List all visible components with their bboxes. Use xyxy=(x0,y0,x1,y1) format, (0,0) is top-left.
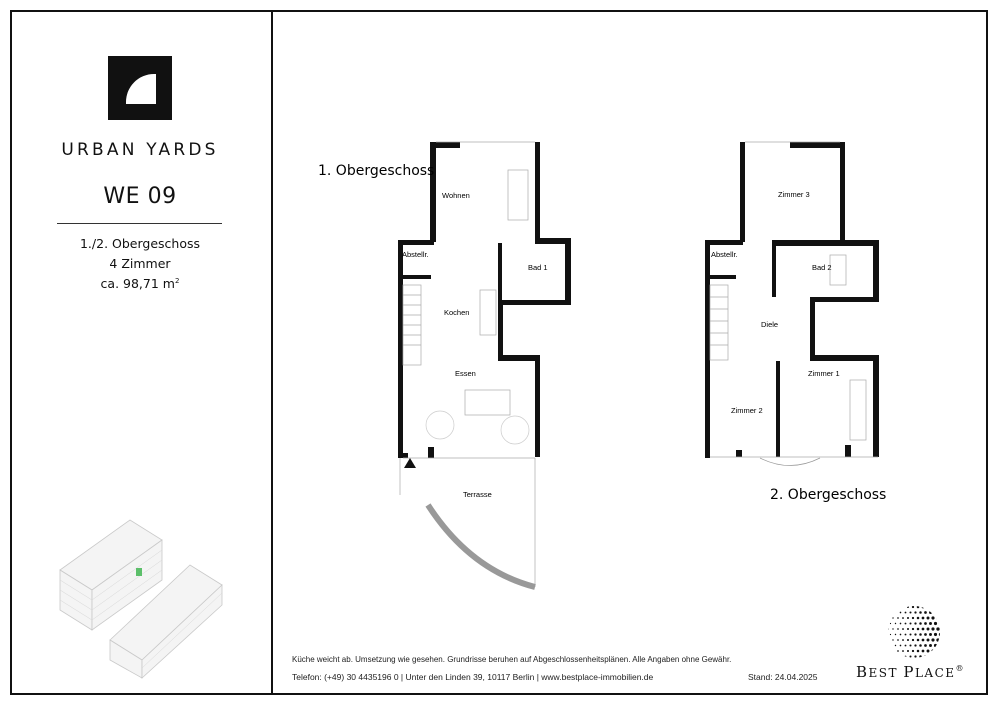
panel-divider xyxy=(271,10,273,695)
logo-dot xyxy=(939,633,942,636)
logo-dot xyxy=(941,616,942,620)
logo-dot xyxy=(912,628,914,630)
logo-dot xyxy=(914,644,916,646)
unit-title: WE 09 xyxy=(103,184,177,209)
logo-dot xyxy=(890,612,891,613)
logo-dot xyxy=(909,655,911,657)
logo-dot xyxy=(892,606,893,607)
room-terrasse: Terrasse xyxy=(463,490,492,499)
footer-note: Küche weicht ab. Umsetzung wie gesehen. Grundrisse beruhen auf Abgeschlossenheitsplänen. Alle Angaben ohne Gewähr. xyxy=(292,655,732,664)
logo-dot xyxy=(890,656,891,657)
logo-dot xyxy=(890,634,891,635)
logo-dot xyxy=(905,645,907,647)
logo-dot xyxy=(890,645,891,646)
logo-dot xyxy=(907,628,909,630)
logo-dot xyxy=(909,644,911,646)
logo-dot xyxy=(941,649,942,653)
logo-dot xyxy=(895,612,896,613)
logo-dot xyxy=(927,606,930,609)
logo-dot xyxy=(934,644,937,647)
logo-dot xyxy=(917,617,920,620)
logo-dot xyxy=(919,644,922,647)
logo-dot xyxy=(912,606,914,608)
logo-dot xyxy=(900,656,902,658)
logo-dot xyxy=(922,606,925,609)
floor2-label: 2. Obergeschoss xyxy=(770,487,887,503)
logo-dot xyxy=(939,622,942,625)
room-kochen: Kochen xyxy=(444,308,470,317)
logo-dot xyxy=(922,639,925,642)
room-zimmer-3: Zimmer 3 xyxy=(778,190,810,199)
logo-dot xyxy=(927,628,930,631)
logo-dot xyxy=(902,650,904,652)
logo-dot xyxy=(931,616,934,619)
floor1-fixtures xyxy=(400,142,535,587)
logo-dot xyxy=(941,627,942,631)
logo-dot xyxy=(939,611,942,614)
logo-dot xyxy=(934,622,937,625)
room-abstellr-2: Abstellr. xyxy=(711,250,738,259)
logo-dot xyxy=(887,617,888,618)
room-zimmer-1: Zimmer 1 xyxy=(808,369,840,378)
logo-dot xyxy=(907,650,909,652)
logo-dot xyxy=(900,623,902,625)
logo-dot xyxy=(902,617,904,619)
room-wohnen: Wohnen xyxy=(442,191,470,200)
logo-dot xyxy=(934,633,937,636)
unit-highlight-marker xyxy=(136,568,142,576)
logo-dot xyxy=(922,650,925,653)
logo-dot xyxy=(900,634,902,636)
logo-dot xyxy=(912,617,914,619)
logo-dot xyxy=(892,639,893,640)
logo-dot xyxy=(941,638,942,642)
logo-dot xyxy=(929,633,932,636)
logo-dot xyxy=(892,617,893,618)
logo-dot xyxy=(897,639,899,641)
logo-dot xyxy=(934,655,937,658)
logo-dot xyxy=(929,644,932,647)
logo-dot xyxy=(897,628,899,630)
room-abstellr-1: Abstellr. xyxy=(402,250,429,259)
logo-dot xyxy=(919,622,922,625)
logo-dot xyxy=(914,633,916,635)
logo-dot xyxy=(900,645,902,647)
bp-rest-2: LACE xyxy=(914,666,956,680)
logo-dot xyxy=(934,611,937,614)
spec-floors: 1./2. Obergeschoss xyxy=(79,236,201,251)
logo-dot xyxy=(914,611,916,613)
logo-dot xyxy=(895,645,896,646)
logo-dot xyxy=(895,656,896,657)
logo-dot xyxy=(929,655,932,658)
logo-dot xyxy=(917,650,920,653)
logo-dot xyxy=(890,623,891,624)
logo-dot xyxy=(897,606,899,608)
spec-area-unit-sup: 2 xyxy=(174,276,180,285)
logo-dot xyxy=(887,628,888,629)
logo-dot xyxy=(897,650,899,652)
logo-dot xyxy=(936,616,939,619)
logo-dot xyxy=(922,617,925,620)
logo-dot xyxy=(887,639,888,640)
brand-name: URBAN YARDS xyxy=(61,140,219,160)
logo-dot xyxy=(924,644,927,647)
bp-registered: ® xyxy=(955,664,966,673)
footer-date: Stand: 24.04.2025 xyxy=(748,672,818,682)
logo-dot xyxy=(927,650,930,653)
logo-dot xyxy=(919,633,922,636)
spec-rooms: 4 Zimmer xyxy=(109,256,171,271)
logo-dot xyxy=(927,639,930,642)
room-essen: Essen xyxy=(455,369,476,378)
room-zimmer-2: Zimmer 2 xyxy=(731,406,763,415)
logo-dot xyxy=(907,617,909,619)
logo-dot xyxy=(931,638,934,641)
logo-dot xyxy=(929,611,932,614)
isometric-building-sketch xyxy=(50,510,230,680)
footer-contact: Telefon: (+49) 30 4435196 0 | Unter den Linden 39, 10117 Berlin | www.bestplace-immobilien.de xyxy=(292,672,654,682)
logo-dot xyxy=(931,649,934,652)
floor1-label: 1. Obergeschoss xyxy=(318,163,435,179)
logo-dot xyxy=(905,656,907,658)
logo-dot xyxy=(936,649,939,652)
bp-letter-b: B xyxy=(856,663,869,681)
logo-dot xyxy=(924,611,927,614)
logo-dot xyxy=(902,639,904,641)
logo-dot xyxy=(895,634,896,635)
logo-dot xyxy=(924,622,927,625)
logo-dot xyxy=(892,650,893,651)
floor1-walls xyxy=(398,142,571,458)
logo-dot xyxy=(922,628,925,631)
logo-dot xyxy=(909,611,911,613)
logo-dot xyxy=(936,638,939,641)
logo-dot xyxy=(919,655,922,658)
logo-dot xyxy=(917,639,920,642)
logo-dot xyxy=(914,622,916,624)
logo-dot xyxy=(905,612,907,614)
logo-dot xyxy=(929,622,932,625)
logo-dot xyxy=(887,606,888,607)
logo-dot xyxy=(909,633,911,635)
logo-dot xyxy=(905,623,907,625)
bp-letter-p: P xyxy=(903,663,915,681)
logo-dot xyxy=(887,650,888,651)
logo-dot xyxy=(936,627,939,630)
urban-yards-logo xyxy=(108,56,172,120)
logo-dot xyxy=(912,650,914,652)
logo-dot xyxy=(931,627,934,630)
logo-dot xyxy=(900,612,902,614)
logo-dot xyxy=(917,606,920,609)
logo-dot xyxy=(914,655,916,657)
logo-dot xyxy=(902,606,904,608)
best-place-name xyxy=(856,663,965,681)
logo-dot xyxy=(924,655,927,658)
logo-dot xyxy=(907,606,909,608)
logo-dot xyxy=(931,605,934,608)
logo-dot xyxy=(902,628,904,630)
logo-dot xyxy=(941,605,942,609)
logo-dot xyxy=(927,617,930,620)
logo-dot xyxy=(936,605,939,608)
logo-dot xyxy=(939,655,942,658)
logo-dot xyxy=(939,644,942,647)
floor-plans xyxy=(290,125,910,595)
room-bad-1: Bad 1 xyxy=(528,263,548,272)
title-divider xyxy=(57,223,222,224)
logo-dot xyxy=(907,639,909,641)
logo-dot xyxy=(895,623,896,624)
logo-dot xyxy=(892,628,893,629)
bp-rest-1: EST xyxy=(868,666,904,680)
logo-dot xyxy=(897,617,899,619)
room-diele: Diele xyxy=(761,320,779,329)
spec-area-value: ca. 98,71 m xyxy=(100,276,175,291)
spec-area xyxy=(30,276,250,291)
logo-dot xyxy=(919,611,922,614)
logo-dot xyxy=(909,622,911,624)
logo-dot xyxy=(917,628,920,631)
logo-dot xyxy=(912,639,914,641)
logo-dot xyxy=(924,633,927,636)
best-place-logo-mark xyxy=(886,604,942,660)
room-bad-2: Bad 2 xyxy=(812,263,832,272)
logo-dot xyxy=(905,634,907,636)
